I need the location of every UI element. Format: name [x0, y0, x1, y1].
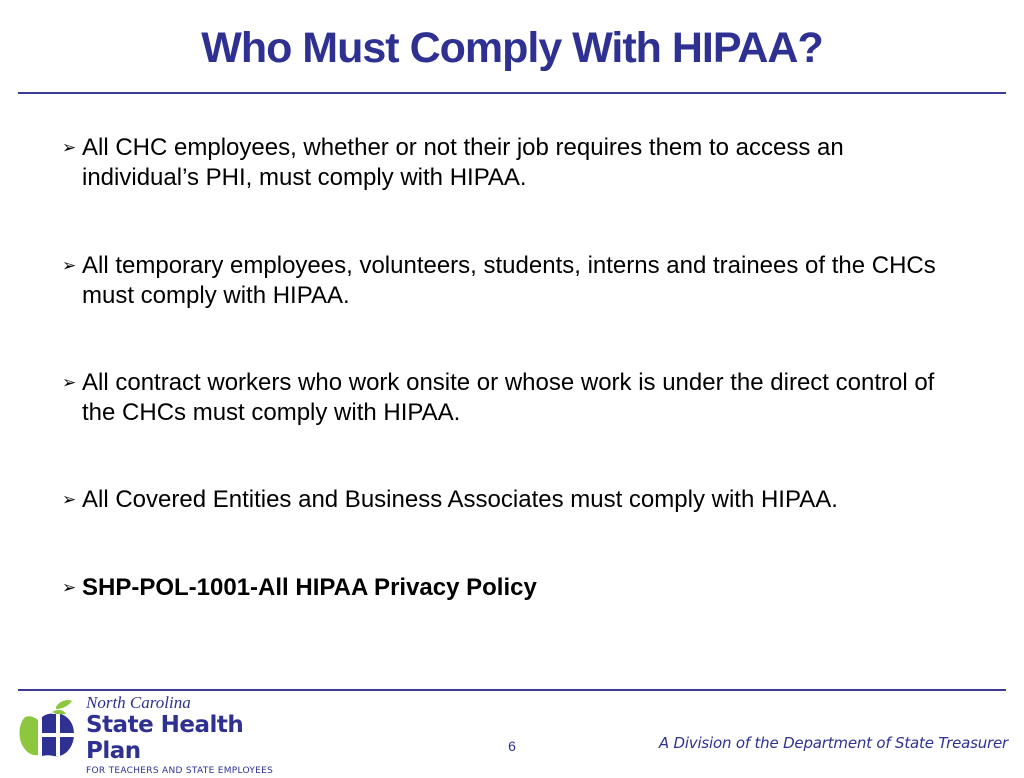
page-number: 6	[508, 738, 516, 754]
bullet-item	[62, 485, 962, 515]
bullet-text: All Covered Entities and Business Associates must comply with HIPAA.	[82, 486, 838, 513]
apple-logo-icon	[16, 698, 80, 760]
title-divider	[18, 92, 1006, 94]
arrow-bullet-icon: ➢	[62, 256, 77, 275]
logo-subtitle: FOR TEACHERS AND STATE EMPLOYEES	[86, 766, 274, 776]
arrow-bullet-icon: ➢	[62, 578, 77, 597]
logo-state-name: North Carolina	[86, 693, 191, 712]
bullet-item	[62, 368, 962, 428]
bullet-text: All contract workers who work onsite or whose work is under the direct control of the CHCs must comply with HIPAA.	[82, 369, 935, 426]
bullet-item-policy	[62, 573, 962, 603]
logo-wordmark	[86, 694, 286, 778]
state-health-plan-logo	[16, 693, 286, 776]
bullet-item	[62, 133, 962, 193]
footer-divider	[18, 689, 1006, 691]
arrow-bullet-icon: ➢	[62, 373, 77, 392]
slide-title: Who Must Comply With HIPAA?	[201, 24, 823, 72]
bullet-item	[62, 251, 962, 311]
footer-tagline: A Division of the Department of State Treasurer	[658, 734, 1008, 752]
arrow-bullet-icon: ➢	[62, 138, 77, 157]
logo-plan-name: State Health Plan	[86, 712, 244, 764]
arrow-bullet-icon: ➢	[62, 490, 77, 509]
bullet-text: All CHC employees, whether or not their job requires them to access an individual’s PHI, must comply with HIPAA.	[82, 134, 844, 191]
policy-reference: SHP-POL-1001-All HIPAA Privacy Policy	[82, 574, 537, 601]
bullet-text: All temporary employees, volunteers, students, interns and trainees of the CHCs must comply with HIPAA.	[82, 252, 936, 309]
